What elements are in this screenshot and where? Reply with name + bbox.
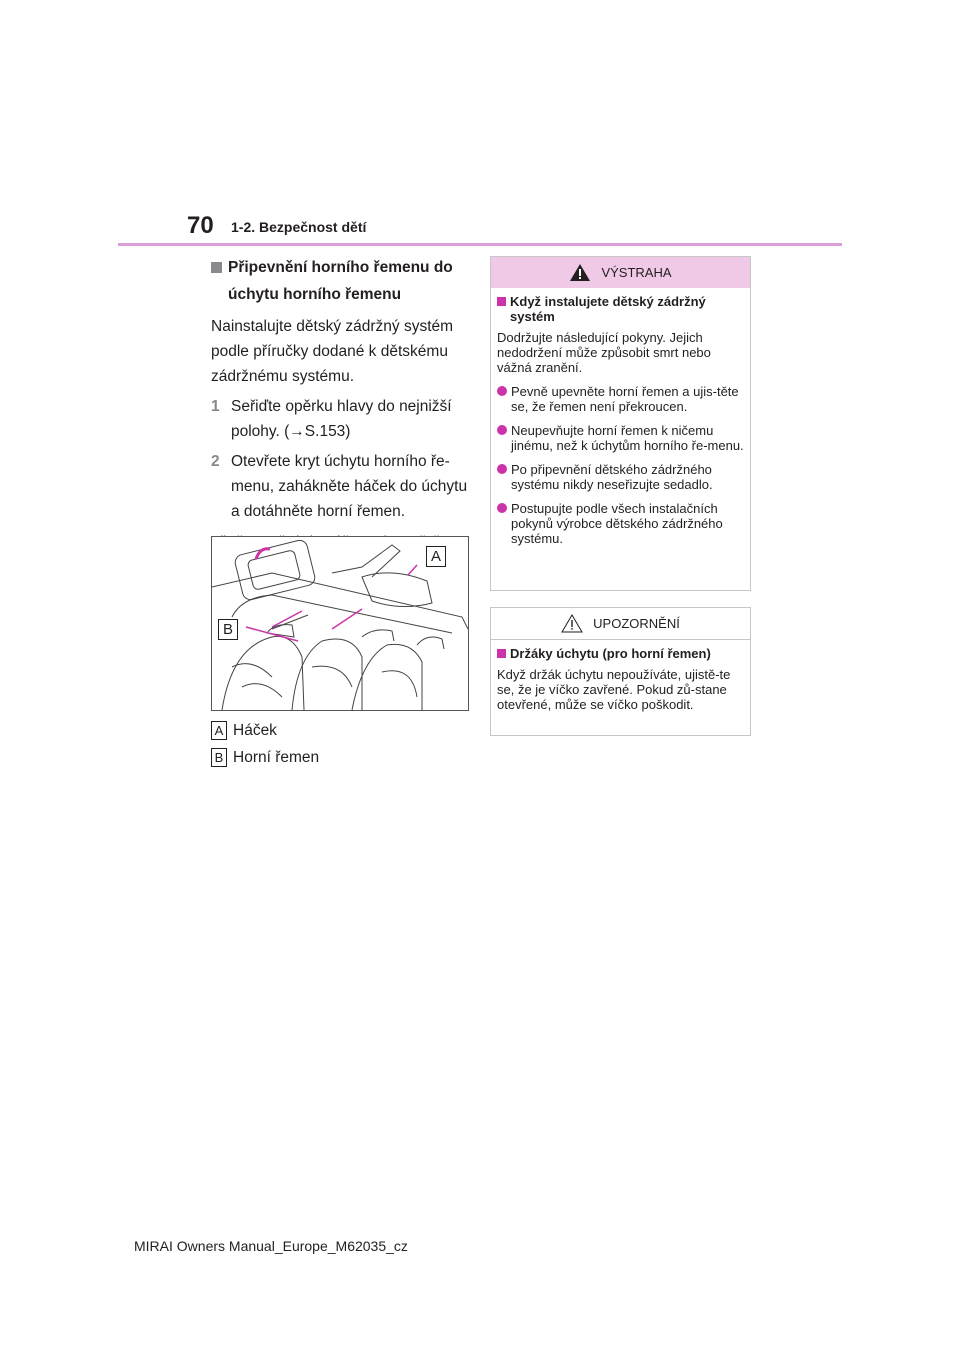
step-text: Seřiďte opěrku hlavy do nejnižší polohy. (→S.153) (231, 398, 452, 440)
warning-subheading: Když instalujete dětský zádržný systém (497, 294, 744, 324)
legend-text-b: Horní řemen (233, 748, 320, 766)
warning-bullet: Neupevňujte horní řemen k ničemu jinému, než k úchytům horního ře-menu. (497, 423, 744, 453)
bullet-dot-icon (497, 386, 507, 396)
warning-bullet: Postupujte podle všech instalačních pokynů výrobce dětského zádržného systému. (497, 501, 744, 546)
legend-item-b (211, 748, 319, 767)
step-number: 1 (211, 398, 220, 415)
subsection-heading (211, 254, 473, 308)
caution-header (491, 608, 750, 640)
caution-triangle-icon (561, 614, 583, 633)
step-1 (211, 394, 473, 444)
bullet-dot-icon (497, 503, 507, 513)
warning-bullet: Pevně upevněte horní řemen a ujis-těte se, že řemen není překroucen. (497, 384, 744, 414)
legend-text-a: Háček (233, 721, 277, 739)
footer-text: MIRAI Owners Manual_Europe_M62035_cz (134, 1238, 408, 1254)
intro-paragraph: Nainstalujte dětský zádržný systém podle příručky dodané k dětskému zádržnému systému. (211, 318, 454, 385)
header-divider (118, 243, 842, 246)
warning-box (490, 256, 751, 591)
warning-triangle-icon (569, 263, 591, 282)
legend-item-a (211, 721, 277, 740)
legend-key-b: B (211, 748, 227, 767)
warning-header (491, 257, 750, 288)
warning-title: VÝSTRAHA (601, 265, 672, 280)
heading-line-1: Připevnění horního řemenu do (228, 259, 453, 276)
step-2 (211, 449, 473, 524)
label-a-box: A (426, 546, 446, 567)
square-bullet-icon (211, 262, 222, 273)
section-title: 1-2. Bezpečnost dětí (231, 219, 367, 235)
square-bullet-icon (497, 649, 506, 658)
page-number: 70 (187, 212, 214, 239)
caution-subheading: Držáky úchytu (pro horní řemen) (497, 646, 744, 661)
label-b-box: B (218, 619, 238, 640)
tether-illustration (211, 536, 469, 711)
caution-title: UPOZORNĚNÍ (593, 616, 680, 631)
step-text: Otevřete kryt úchytu horního ře-menu, zahákněte háček do úchytu a dotáhněte horní řemen. (231, 453, 468, 520)
main-content (211, 254, 473, 563)
warning-intro: Dodržujte následující pokyny. Jejich nedodržení může způsobit smrt nebo vážná zranění. (497, 330, 711, 375)
caution-text: Když držák úchytu nepoužíváte, ujistě-te se, že je víčko zavřené. Pokud zů-stane otevřené, může se víčko poškodit. (497, 667, 731, 712)
warning-bullet: Po připevnění dětského zádržného systému nikdy neseřizujte sedadlo. (497, 462, 744, 492)
caution-box (490, 607, 751, 736)
legend-key-a: A (211, 721, 227, 740)
step-number: 2 (211, 453, 220, 470)
bullet-dot-icon (497, 425, 507, 435)
square-bullet-icon (497, 297, 506, 306)
heading-line-2: úchytu horního řemenu (228, 286, 402, 303)
bullet-dot-icon (497, 464, 507, 474)
